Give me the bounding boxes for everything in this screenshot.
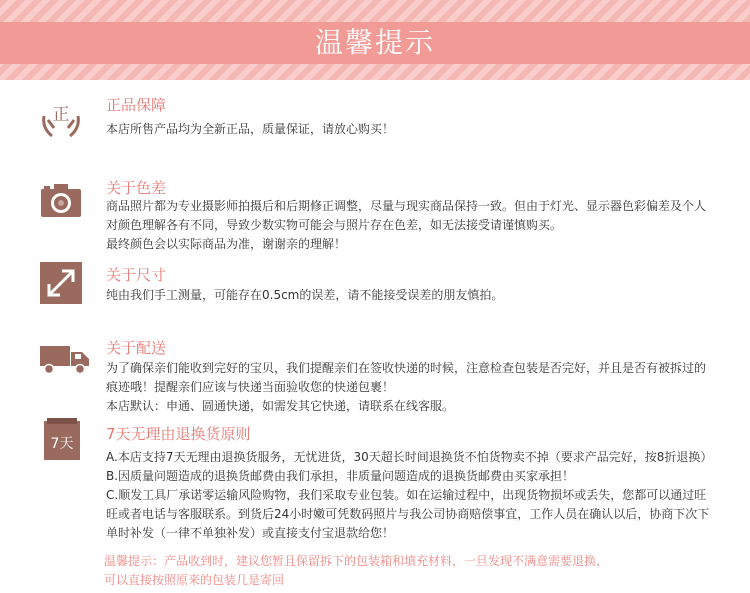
camera-icon (40, 180, 82, 222)
section-body (106, 448, 741, 543)
calendar-icon-text: 7天 (50, 436, 74, 452)
section-body (106, 359, 741, 416)
body-line: 纯由我们手工测量，可能存在0.5cm的误差，请不能接受误差的朋友慎拍。 (106, 288, 504, 302)
section-heading: 关于配送 (106, 339, 167, 357)
body-line: 对颜色理解各有不同，导致少数实物可能会与照片存在色差，如无法接受请谨慎购买。 (106, 218, 563, 232)
page-title: 温馨提示 (314, 26, 435, 59)
truck-icon (40, 338, 90, 380)
body-line: 本店所售产品均为全新正品，质量保证，请放心购买！ (106, 122, 395, 136)
section-heading: 关于尺寸 (106, 266, 167, 284)
body-line: 痕迹哦！提醒亲们应该与快递当面验收您的快递包裹！ (106, 380, 395, 394)
genuine-icon (40, 98, 82, 140)
tip-line: 温馨提示：产品收到时，建议您暂且保留拆下的包装箱和填充材料，一旦发现不满意需要退换， (104, 554, 609, 568)
seven-day-calendar-icon (44, 418, 80, 460)
body-line: 商品照片都为专业摄影师拍摄后和后期修正调整，尽量与现实商品保持一致。但由于灯光、显示器色彩偏差及个人 (106, 199, 707, 213)
body-line: A.本店支持7天无理由退换货服务，无忧进货，30天超长时间退换货不怕货物卖不掉（要求产品完好，按8折退换） (106, 450, 713, 464)
body-line: 最终颜色会以实际商品为准，谢谢亲的理解！ (106, 237, 347, 251)
bottom-tip (104, 552, 744, 590)
section-heading: 7天无理由退换货原则 (106, 425, 251, 443)
body-line: 为了确保亲们能收到完好的宝贝，我们提醒亲们在签收快递的时候，注意检查包装是否完好，并且是否有被拆过的 (106, 361, 707, 375)
genuine-icon-text: 正 (52, 105, 70, 125)
section-heading: 关于色差 (106, 179, 167, 197)
body-line: 本店默认：申通、圆通快递，如需发其它快递，请联系在线客服。 (106, 399, 455, 413)
body-line: B.因质量问题造成的退换货邮费由我们承担，非质量问题造成的退换货邮费由买家承担！ (106, 469, 575, 483)
resize-arrow-icon (40, 262, 82, 304)
body-line: C.顺发工具厂承诺零运输风险购物，我们采取专业包装。如在运输过程中，出现货物损坏或丢失，您都可以通过旺 (106, 488, 707, 502)
tip-line: 可以直接按照原来的包装几是寄回 (104, 573, 285, 587)
body-line: 旺或者电话与客服联系。到货后24小时嫩可凭数码照片与我公司协商赔偿事宜，工作人员在确认以后，协商下次下 (106, 507, 710, 521)
section-body (106, 120, 741, 139)
body-line: 单时补发（一律不单独补发）或直接支付宝退款给您！ (106, 526, 395, 540)
section-heading: 正品保障 (106, 96, 167, 114)
header-banner (0, 0, 750, 80)
section-body (106, 197, 741, 254)
section-body (106, 286, 741, 305)
